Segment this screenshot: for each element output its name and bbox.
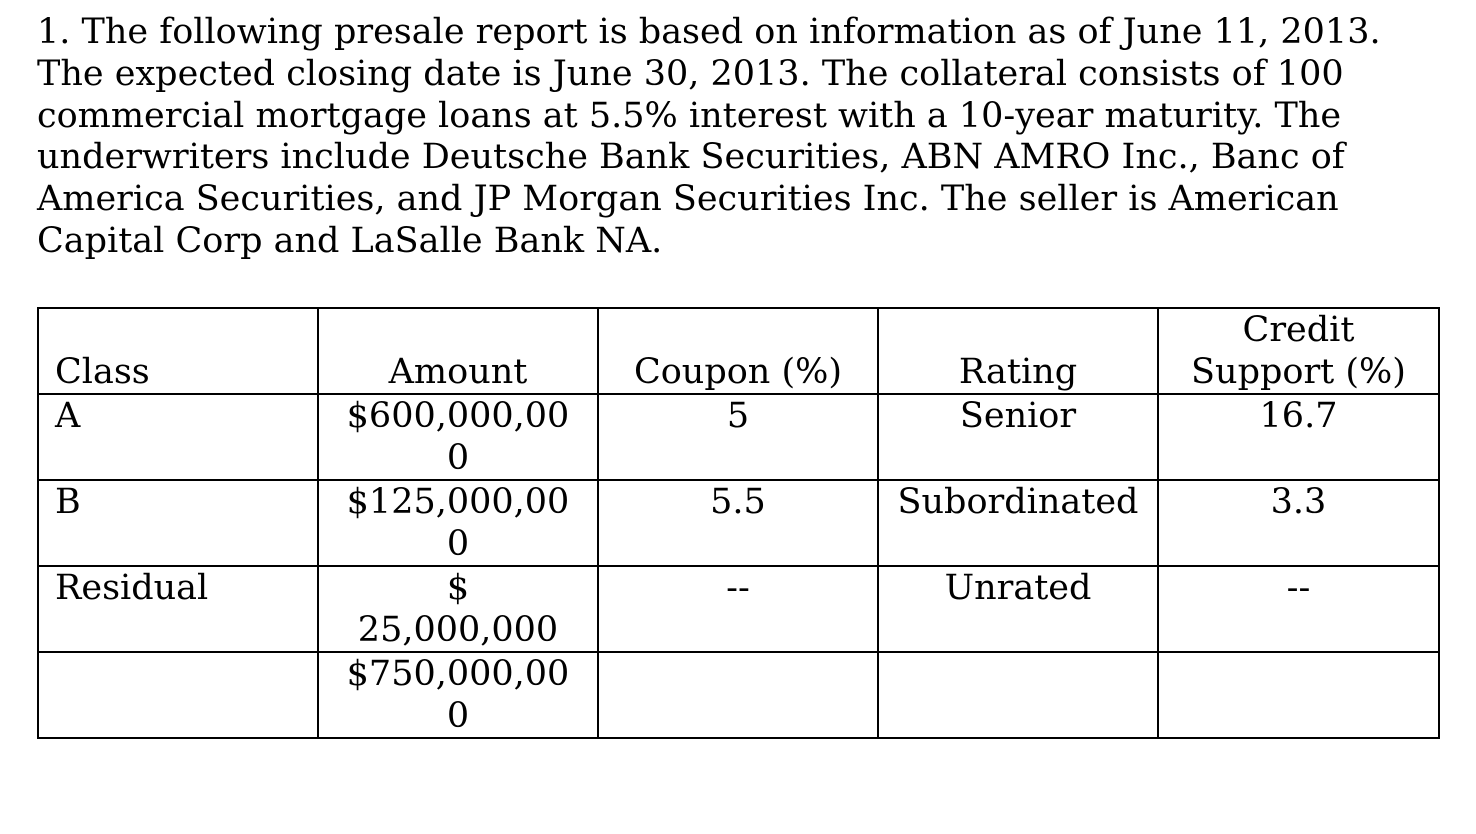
header-coupon-label: Coupon (%)	[633, 352, 843, 392]
header-rating	[878, 308, 1158, 394]
header-amount	[318, 308, 598, 394]
amount-total: $750,000,000	[346, 654, 570, 736]
cell-class	[38, 566, 318, 652]
cell-amount	[318, 480, 598, 566]
cell-credit-support	[1158, 394, 1439, 480]
cell-rating	[878, 394, 1158, 480]
cell-class	[38, 394, 318, 480]
rating-a: Senior	[959, 396, 1077, 436]
header-amount-label: Amount	[388, 352, 528, 392]
header-class-label: Class	[55, 352, 150, 392]
amount-b: $125,000,000	[346, 482, 570, 564]
amount-a: $600,000,000	[346, 396, 570, 478]
credit-support-b: 3.3	[1270, 482, 1327, 522]
coupon-a: 5	[726, 396, 750, 436]
cell-credit-support	[1158, 566, 1439, 652]
cell-amount	[318, 652, 598, 738]
cell-amount	[318, 394, 598, 480]
credit-support-a: 16.7	[1259, 396, 1338, 436]
header-rating-label: Rating	[958, 352, 1078, 392]
rating-residual: Unrated	[944, 568, 1092, 608]
question-text: 1. The following presale report is based on information as of June 11, 2013. The expected closing date is June 30, 2013. The collateral consists of 100 commercial mortgage loans at 5.5% interest with a 10-year maturity. The underwriters include Deutsche Bank Securities, ABN AMRO Inc., Banc of America Securities, and JP Morgan Securities Inc. The seller is American Capital Corp and LaSalle Bank NA.	[37, 12, 1381, 261]
cell-rating	[878, 566, 1158, 652]
class-b: B	[55, 482, 81, 522]
table-header-row	[38, 308, 1439, 394]
coupon-b: 5.5	[710, 482, 766, 522]
class-residual: Residual	[55, 568, 209, 608]
header-class	[38, 308, 318, 394]
cell-coupon	[598, 480, 878, 566]
amount-residual: $ 25,000,000	[357, 568, 559, 650]
rating-b: Subordinated	[897, 482, 1139, 522]
class-a: A	[55, 396, 81, 436]
credit-support-residual: --	[1286, 568, 1311, 608]
header-credit-support-label: Credit Support (%)	[1191, 310, 1406, 392]
cell-class	[38, 652, 318, 738]
table-row	[38, 566, 1439, 652]
table-row	[38, 652, 1439, 738]
cell-coupon	[598, 394, 878, 480]
header-credit-support	[1158, 308, 1439, 394]
cell-credit-support	[1158, 652, 1439, 738]
cell-rating	[878, 480, 1158, 566]
header-coupon	[598, 308, 878, 394]
coupon-residual: --	[726, 568, 750, 608]
cell-credit-support	[1158, 480, 1439, 566]
cell-coupon	[598, 652, 878, 738]
cell-rating	[878, 652, 1158, 738]
cell-coupon	[598, 566, 878, 652]
table-row	[38, 394, 1439, 480]
presale-report-table	[37, 307, 1440, 739]
table-row	[38, 480, 1439, 566]
cell-amount	[318, 566, 598, 652]
cell-class	[38, 480, 318, 566]
